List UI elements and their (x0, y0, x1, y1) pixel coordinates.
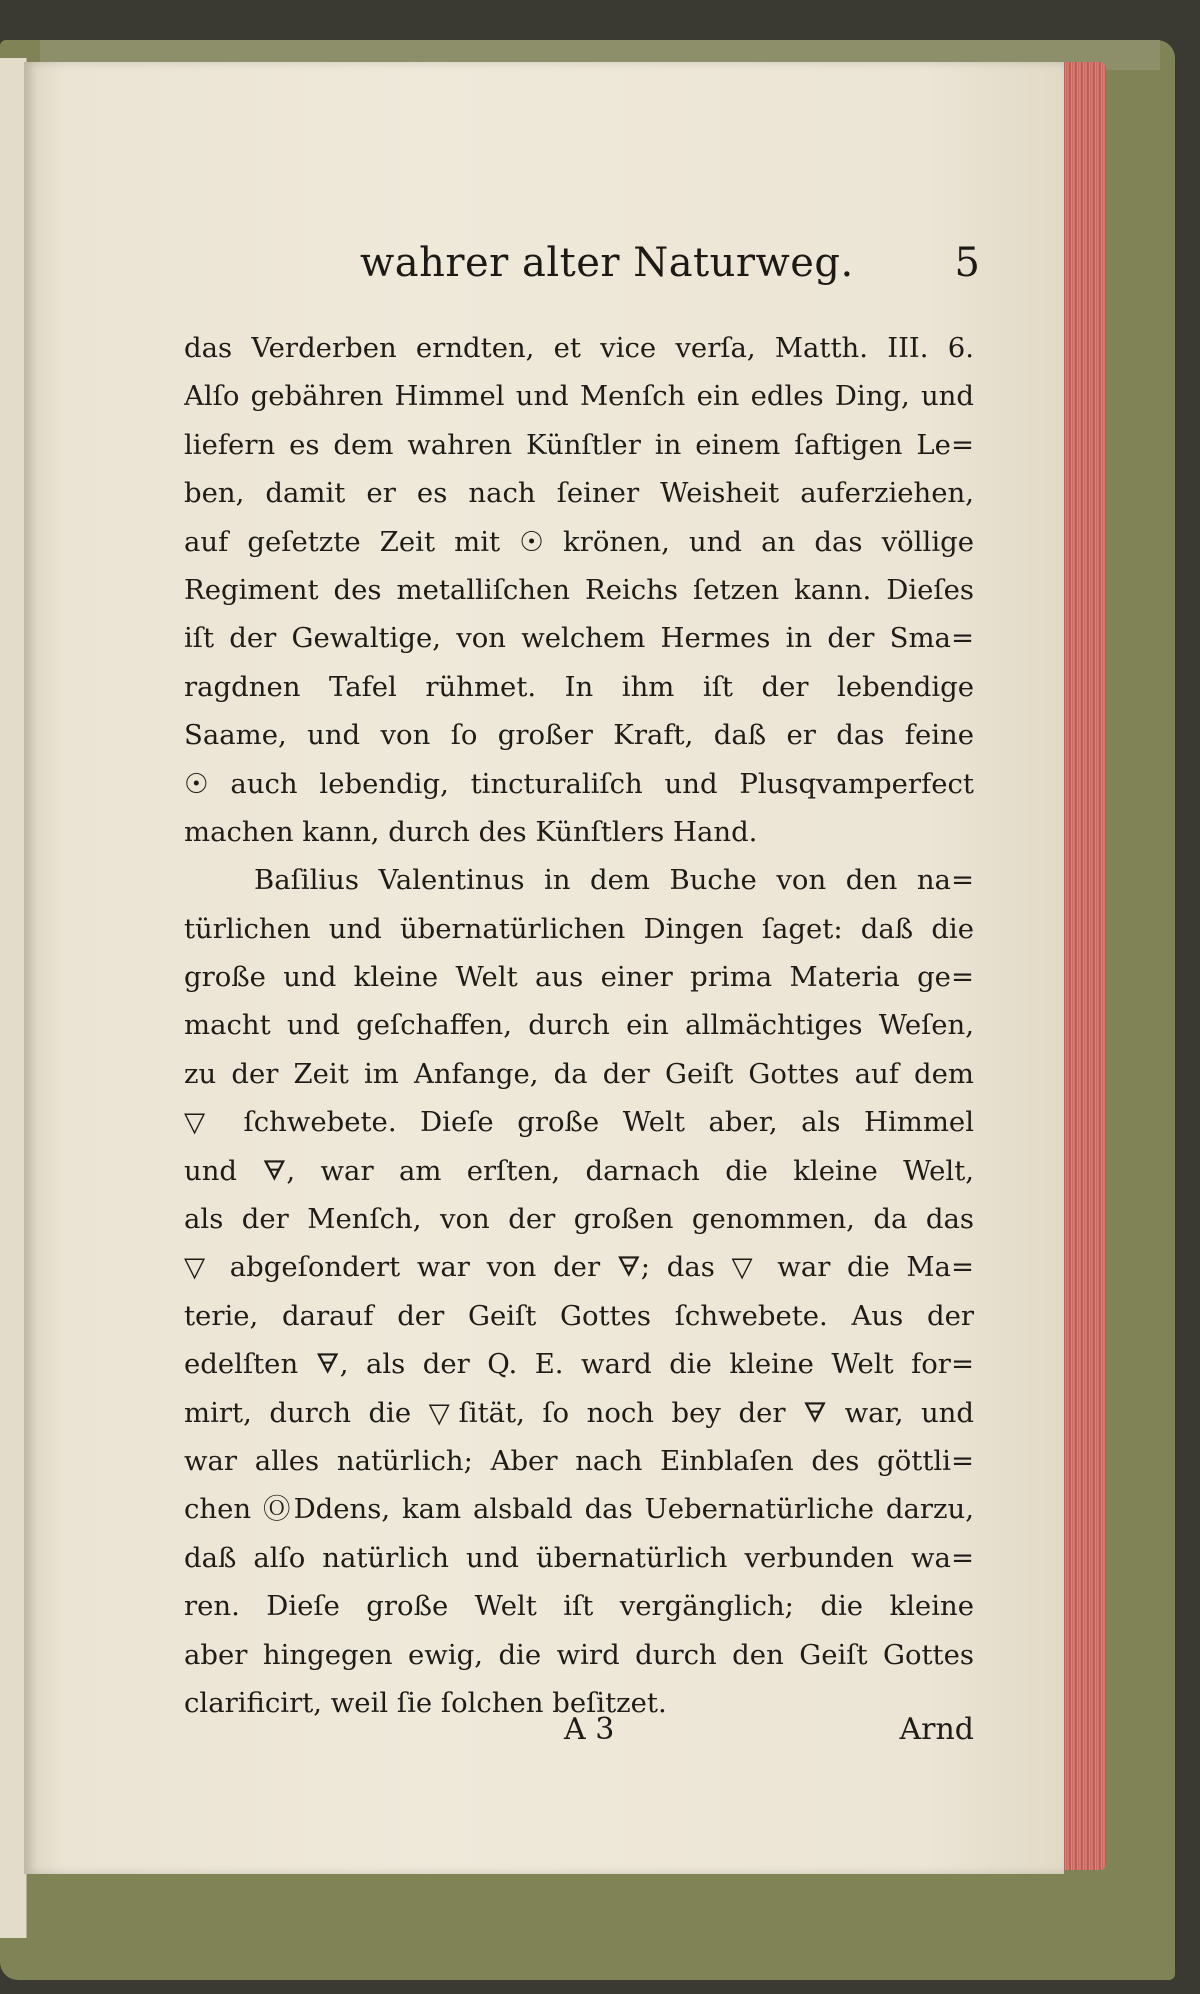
left-page-edge (0, 58, 27, 1938)
text-line: chen ⓄDdens, kam alsbald das Uebernatürliche darzu, (184, 1493, 974, 1526)
text-line: ☉ auch lebendig, tincturaliſch und Plusqvamperfect (184, 767, 974, 800)
catchword: Arnd (899, 1712, 974, 1747)
text-line: war alles natürlich; Aber nach Einblaſen des göttli= (184, 1444, 974, 1477)
text-line: iſt der Gewaltige, von welchem Hermes in der Sma= (184, 622, 974, 655)
text-line: Regiment des metalliſchen Reichs ſetzen kann. Dieſes (184, 573, 974, 606)
text-line: ragdnen Tafel rühmet. In ihm iſt der lebendige (184, 670, 974, 703)
page-header (360, 240, 980, 304)
text-line: edelſten 🜃, als der Q. E. ward die kleine Welt for= (184, 1348, 974, 1381)
text-line: und 🜃, war am erſten, darnach die kleine Welt, (184, 1154, 974, 1187)
text-line: Baſilius Valentinus in dem Buche von den na= (254, 864, 974, 897)
text-line: zu der Zeit im Anfange, da der Geiſt Gottes auf dem (184, 1057, 974, 1090)
text-line: clarificirt, weil ſie ſolchen beſitzet. (184, 1686, 667, 1719)
text-line: ▽ ſchwebete. Dieſe große Welt aber, als Himmel (184, 1106, 974, 1139)
text-line: auf geſetzte Zeit mit ☉ krönen, und an das völlige (184, 525, 974, 558)
text-line: macht und geſchaffen, durch ein allmächtiges Weſen, (184, 1009, 974, 1042)
text-line: Alſo gebähren Himmel und Menſch ein edles Ding, und (184, 380, 974, 413)
text-line: ▽ abgeſondert war von der 🜃; das ▽ war die Ma= (184, 1251, 974, 1284)
text-line: das Verderben erndten, et vice verſa, Matth. III. 6. (184, 332, 974, 364)
text-line: mirt, durch die ▽ſität, ſo noch bey der 🜃 war, und (184, 1396, 974, 1429)
text-line: als der Menſch, von der großen genommen, da das (184, 1203, 974, 1236)
text-line: Saame, und von ſo großer Kraft, daß er das feine (184, 719, 974, 752)
text-line: ben, damit er es nach ſeiner Weisheit auferziehen, (184, 477, 974, 510)
text-line: türlichen und übernatürlichen Dingen ſaget: daß die (184, 912, 974, 945)
page-footer (184, 1712, 974, 1756)
red-page-edges (1060, 62, 1106, 1870)
text-line: daß alſo natürlich und übernatürlich verbunden wa= (184, 1541, 974, 1574)
text-line: große und kleine Welt aus einer prima Materia ge= (184, 961, 974, 994)
text-line: liefern es dem wahren Künſtler in einem ſaftigen Le= (184, 428, 974, 461)
page-number: 5 (954, 240, 980, 286)
body-text (184, 324, 974, 1727)
signature-mark: A 3 (564, 1712, 615, 1747)
text-line: ren. Dieſe große Welt iſt vergänglich; die kleine (184, 1590, 974, 1623)
text-line: aber hingegen ewig, die wird durch den Geiſt Gottes (184, 1638, 974, 1671)
text-line: machen kann, durch des Künſtlers Hand. (184, 815, 758, 848)
running-head: wahrer alter Naturweg. (360, 240, 854, 286)
text-line: terie, darauf der Geiſt Gottes ſchwebete. Aus der (184, 1299, 974, 1332)
